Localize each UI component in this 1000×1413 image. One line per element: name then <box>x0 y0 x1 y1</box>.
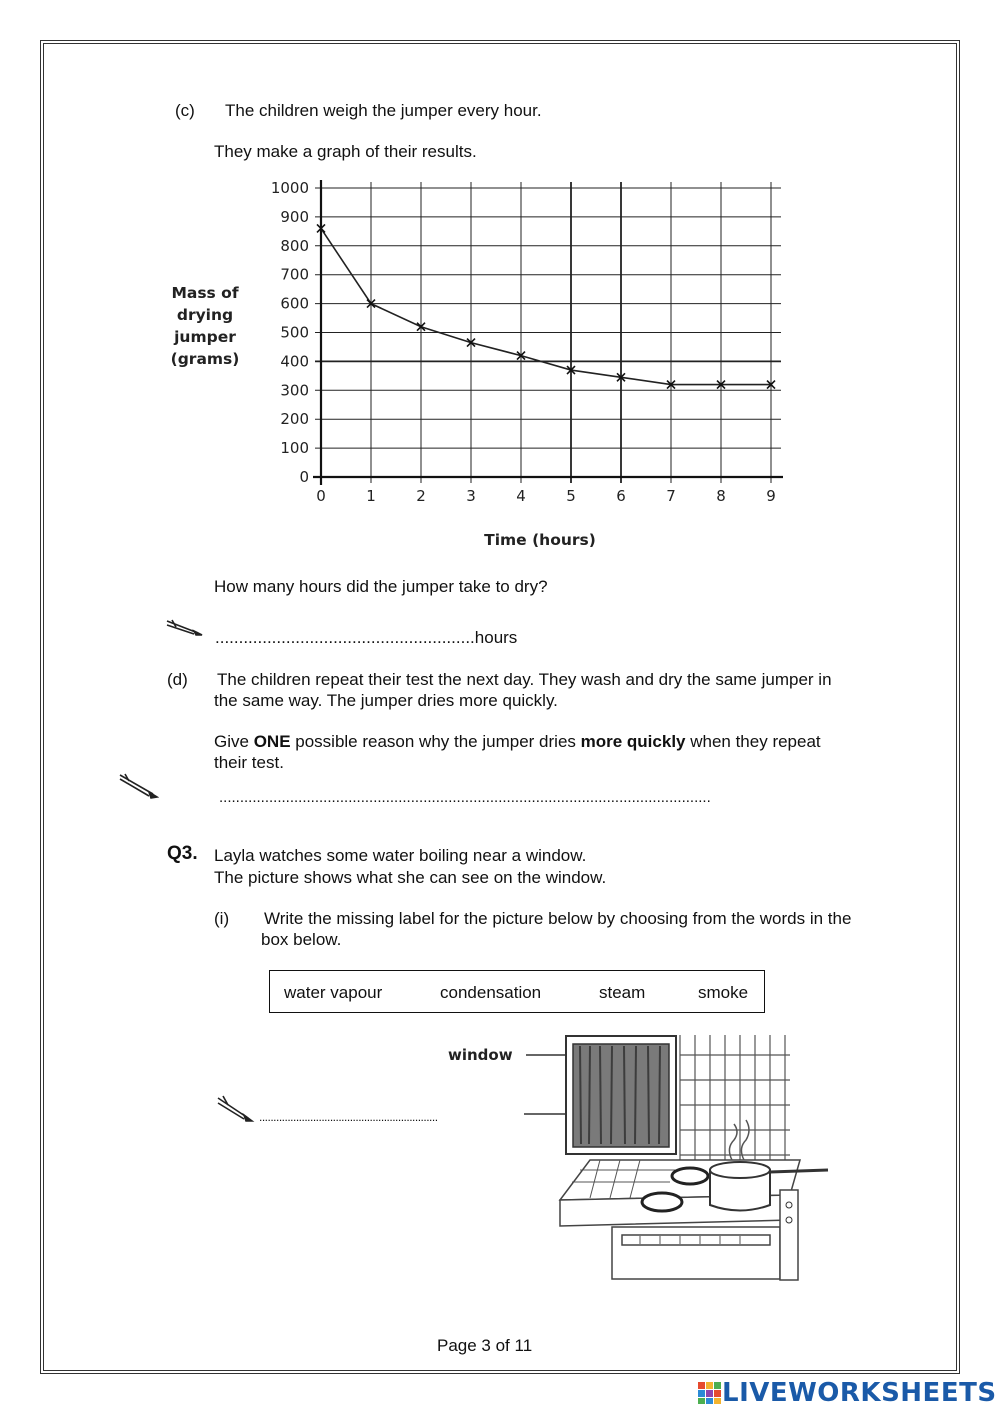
q3-sub-line1: Write the missing label for the picture below by choosing from the words in the <box>264 909 852 928</box>
chart-series <box>317 224 775 388</box>
hob-ring <box>672 1168 708 1184</box>
page-number: Page 3 of 11 <box>437 1336 533 1355</box>
part-c-line1: The children weigh the jumper every hour. <box>225 101 542 120</box>
word-option[interactable]: water vapour <box>284 983 383 1002</box>
word-option[interactable]: smoke <box>698 983 749 1002</box>
word-option[interactable]: condensation <box>440 983 542 1002</box>
chart-x-ticks <box>316 487 776 505</box>
word-box <box>269 970 765 1013</box>
logo-text: LIVEWORKSHEETS <box>722 1378 997 1408</box>
y-tick-label: 0 <box>299 468 309 486</box>
y-tick-label: 800 <box>280 236 309 255</box>
answer-unit: hours <box>474 628 518 647</box>
chart-y-label <box>171 284 240 368</box>
x-tick-label: 2 <box>416 487 426 505</box>
oven-handle <box>622 1235 770 1245</box>
answer-dots-q3[interactable]: ............................................................... <box>259 1110 438 1124</box>
chart-grid <box>315 182 781 483</box>
x-tick-label: 0 <box>316 487 326 505</box>
wall-tiles <box>680 1035 790 1165</box>
steam-wisps <box>729 1120 749 1160</box>
x-tick-label: 3 <box>466 487 476 505</box>
chart-y-label-line: drying <box>176 306 234 324</box>
x-tick-label: 8 <box>716 487 726 505</box>
part-d-bold-quickly: more quickly <box>580 732 686 751</box>
part-d-label: (d) <box>167 670 188 689</box>
part-c-line2: They make a graph of their results. <box>214 142 477 161</box>
q3-sub-line2: box below. <box>261 930 342 949</box>
pencil-icon <box>215 1094 255 1124</box>
window-label: window <box>448 1046 513 1064</box>
y-tick-label: 100 <box>280 439 309 458</box>
q3-line2: The picture shows what she can see on the window. <box>214 868 607 887</box>
part-c-label: (c) <box>175 101 195 120</box>
part-d-para1-line2: the same way. The jumper dries more quickly. <box>214 691 558 710</box>
answer-line-c <box>215 627 517 648</box>
window-glass <box>573 1044 669 1147</box>
chart-y-label-line: Mass of <box>171 284 239 302</box>
knob-icon <box>786 1217 792 1223</box>
chart-y-label-line: jumper <box>174 328 236 346</box>
x-tick-label: 4 <box>516 487 526 505</box>
x-tick-label: 6 <box>616 487 626 505</box>
hob-ring <box>642 1193 682 1211</box>
y-tick-label: 400 <box>280 352 309 371</box>
x-tick-label: 1 <box>366 487 376 505</box>
x-tick-label: 9 <box>766 487 776 505</box>
part-d-para2-line2: their test. <box>214 753 284 772</box>
liveworksheets-logo <box>698 1378 997 1408</box>
y-tick-label: 200 <box>280 410 309 429</box>
chart-y-ticks <box>271 179 309 486</box>
part-d-text-c: when they repeat <box>685 732 821 751</box>
y-tick-label: 600 <box>280 294 309 313</box>
q3-sub-label: (i) <box>214 909 230 928</box>
y-tick-label: 500 <box>280 323 309 342</box>
kitchen-illustration <box>440 1030 840 1285</box>
mass-time-chart <box>150 170 810 560</box>
q3-line1: Layla watches some water boiling near a window. <box>214 846 587 865</box>
part-c-question: How many hours did the jumper take to dry? <box>214 577 548 596</box>
word-option[interactable]: steam <box>599 983 646 1002</box>
x-tick-label: 7 <box>666 487 676 505</box>
y-tick-label: 1000 <box>270 179 309 197</box>
knob-icon <box>786 1202 792 1208</box>
q3-number: Q3. <box>167 843 198 864</box>
y-tick-label: 700 <box>280 265 309 284</box>
saucepan-rim <box>710 1162 770 1178</box>
chart-x-label: Time (hours) <box>484 531 596 549</box>
pencil-icon <box>164 617 204 637</box>
y-tick-label: 900 <box>280 207 309 226</box>
logo-blocks-icon <box>698 1382 722 1404</box>
y-tick-label: 300 <box>280 381 309 400</box>
part-d-text-a: Give <box>214 732 254 751</box>
chart-y-label-line: (grams) <box>170 350 240 368</box>
pencil-icon <box>117 772 159 800</box>
answer-dots-d[interactable]: ...................................................................................................................... <box>219 789 711 806</box>
saucepan-handle <box>770 1170 828 1172</box>
part-d-para1-line1: The children repeat their test the next day. They wash and dry the same jumper in <box>217 670 832 689</box>
part-d-bold-one: ONE <box>253 732 291 751</box>
part-d-para2-line1 <box>214 731 821 752</box>
x-tick-label: 5 <box>566 487 576 505</box>
part-d-text-b: possible reason why the jumper dries <box>290 732 581 751</box>
answer-dots-c[interactable]: ....................................................... <box>215 628 475 647</box>
